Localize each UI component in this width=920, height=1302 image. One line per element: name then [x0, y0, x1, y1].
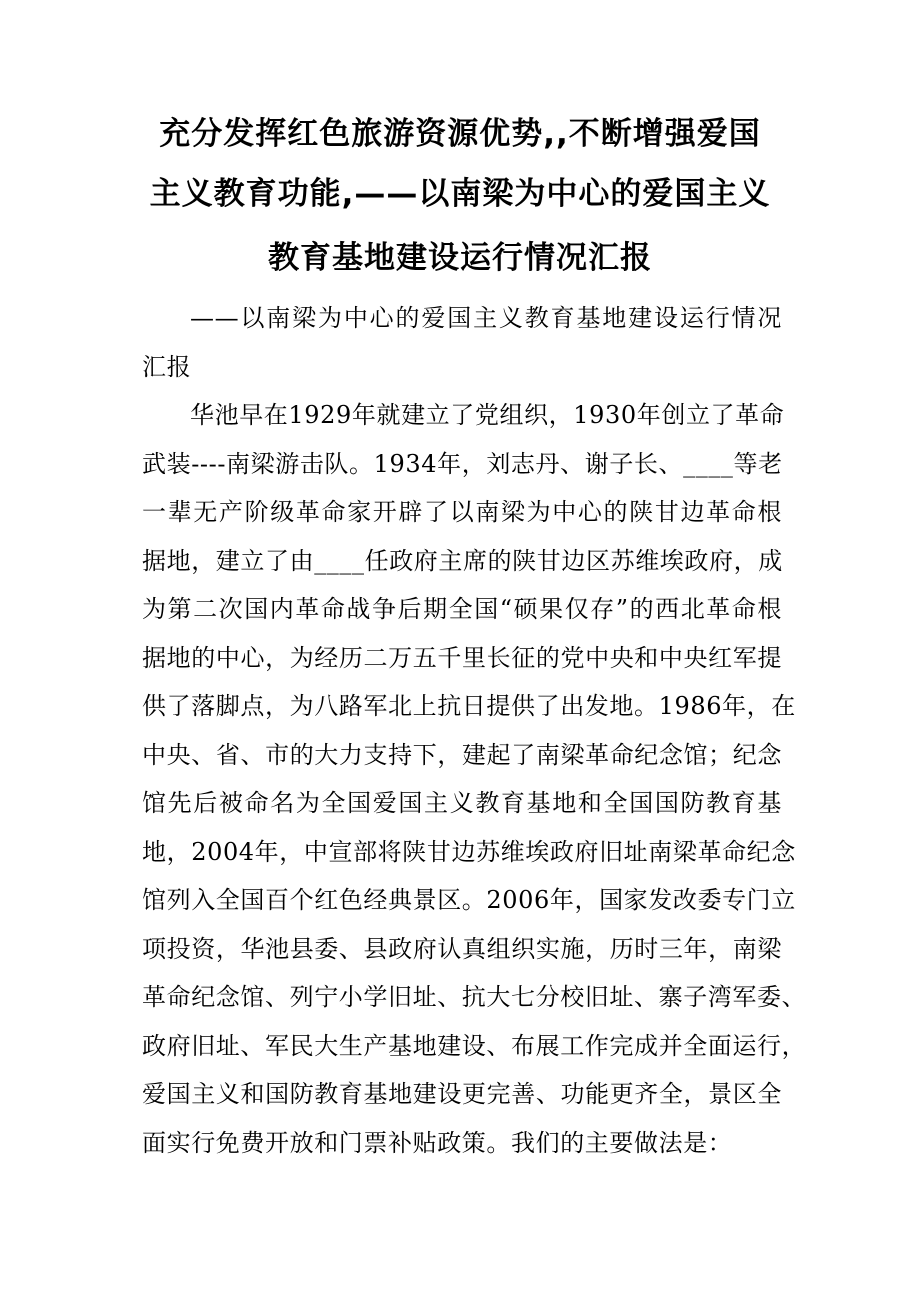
document-title-line-3: 教育基地建设运行情况汇报: [268, 240, 652, 276]
subtitle-line-1: ——以南梁为中心的爱国主义教育基地建设运行情况: [190, 304, 782, 332]
body-line-9: 馆先后被命名为全国爱国主义教育基地和全国国防教育基: [142, 789, 782, 817]
body-line-7: 供了落脚点，为八路军北上抗日提供了出发地。1986年，在: [142, 692, 796, 720]
subtitle-line-2: 汇报: [142, 353, 192, 381]
document-title-line-2: 主义教育功能,——以南梁为中心的爱国主义: [149, 176, 771, 212]
body-line-11: 馆列入全国百个红色经典景区。2006年，国家发改委专门立: [142, 886, 796, 914]
body-line-2: 武装----南梁游击队。1934年，刘志丹、谢子长、____等老: [142, 450, 783, 478]
body-line-5: 为第二次国内革命战争后期全国“硕果仅存”的西北革命根: [142, 595, 782, 623]
document-title-line-1: 充分发挥红色旅游资源优势,,不断增强爱国: [159, 116, 761, 152]
body-line-6: 据地的中心，为经历二万五千里长征的党中央和中央红军提: [142, 644, 782, 672]
body-line-4: 据地，建立了由____任政府主席的陕甘边区苏维埃政府，成: [142, 547, 783, 575]
body-line-14: 政府旧址、军民大生产基地建设、布展工作完成并全面运行，: [142, 1032, 807, 1060]
body-line-13: 革命纪念馆、列宁小学旧址、抗大七分校旧址、寨子湾军委、: [142, 983, 807, 1011]
body-line-15: 爱国主义和国防教育基地建设更完善、功能更齐全，景区全: [142, 1080, 782, 1108]
body-line-16: 面实行免费开放和门票补贴政策。我们的主要做法是：: [142, 1129, 733, 1157]
body-line-3: 一辈无产阶级革命家开辟了以南梁为中心的陕甘边革命根: [142, 498, 782, 526]
body-line-1: 华池早在1929年就建立了党组织，1930年创立了革命: [190, 401, 785, 429]
body-line-12: 项投资，华池县委、县政府认真组织实施，历时三年，南梁: [142, 935, 782, 963]
body-line-10: 地，2004年，中宣部将陕甘边苏维埃政府旧址南梁革命纪念: [142, 838, 796, 866]
body-line-8: 中央、省、市的大力支持下，建起了南梁革命纪念馆；纪念: [142, 741, 782, 769]
